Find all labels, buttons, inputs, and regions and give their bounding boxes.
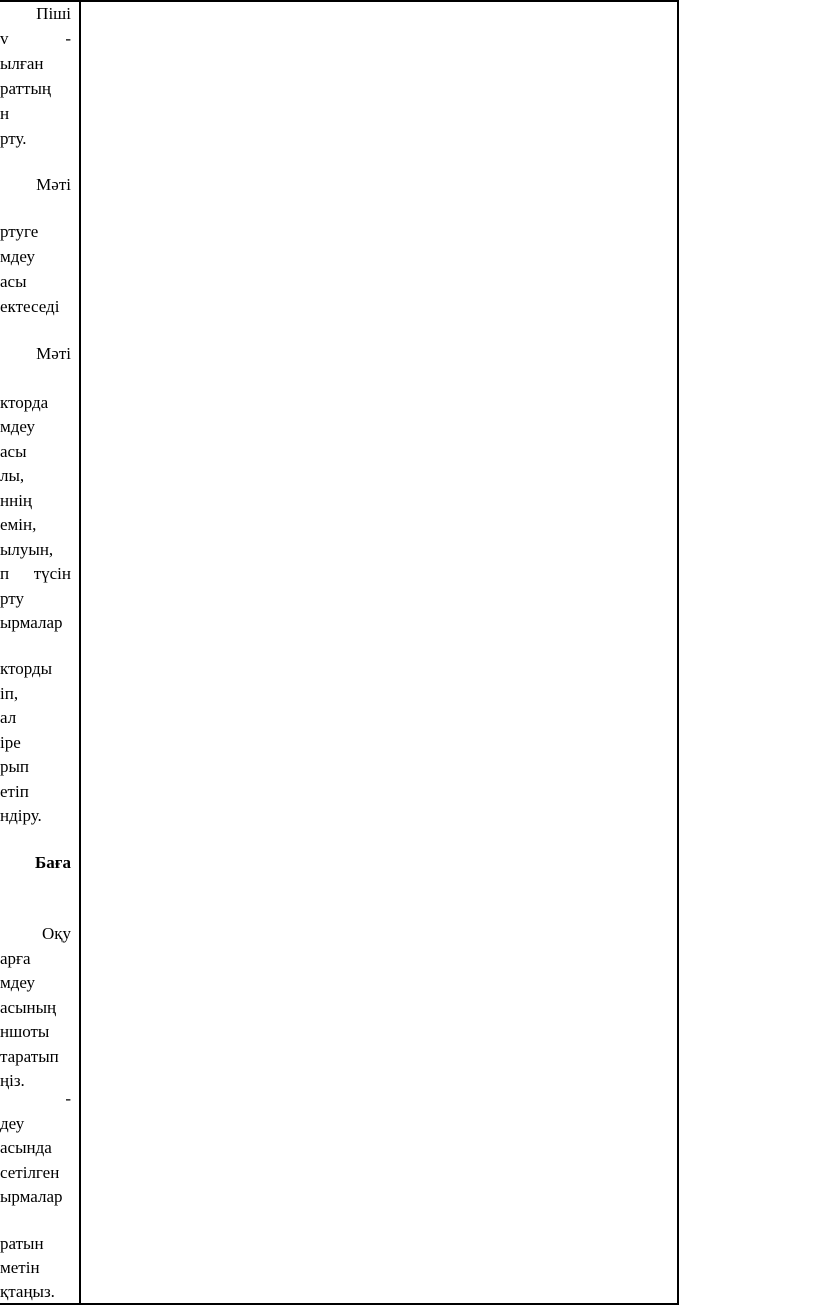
text-line: ңіз. bbox=[0, 1071, 25, 1090]
text-line: сетілген bbox=[0, 1163, 60, 1182]
text-line: ндіру. bbox=[0, 806, 42, 825]
text-line: асында bbox=[0, 1138, 52, 1157]
text-line: Піші bbox=[36, 4, 71, 23]
text-line: қтаңыз. bbox=[0, 1282, 55, 1301]
text-line: ылған bbox=[0, 54, 44, 73]
text-line: асы bbox=[0, 442, 27, 461]
text-line: емін, bbox=[0, 515, 37, 534]
text-line: Мәті bbox=[36, 344, 71, 363]
text-line: ртуге bbox=[0, 222, 39, 241]
text-line: деу bbox=[0, 1114, 25, 1133]
text-line: мдеу bbox=[0, 973, 36, 992]
text-line: асының bbox=[0, 998, 57, 1017]
text-line: v bbox=[0, 29, 9, 48]
text-line: ылуын, bbox=[0, 540, 54, 559]
text-line: рту bbox=[0, 589, 24, 608]
text-line: - bbox=[65, 29, 71, 48]
text-line: кторда bbox=[0, 393, 49, 412]
text-line: Оқу bbox=[41, 924, 71, 943]
text-line: н bbox=[0, 104, 10, 123]
text-line: етіп bbox=[0, 782, 29, 801]
text-line: мдеу bbox=[0, 247, 36, 266]
text-line: іп, bbox=[0, 684, 19, 703]
text-line: түсін bbox=[33, 564, 71, 583]
text-line: ратын bbox=[0, 1234, 44, 1253]
text-line: метін bbox=[0, 1258, 40, 1277]
text-line: ырмалар bbox=[0, 1187, 63, 1206]
text-line: п bbox=[0, 564, 10, 583]
text-line: Мәті bbox=[36, 175, 71, 194]
text-line: арға bbox=[0, 949, 31, 968]
text-line: таратып bbox=[0, 1047, 59, 1066]
left-text-column bbox=[0, 0, 81, 1305]
empty-right-cell bbox=[79, 0, 679, 1305]
text-line: ншоты bbox=[0, 1022, 50, 1041]
text-line: лы, bbox=[0, 466, 25, 485]
text-line: раттың bbox=[0, 79, 51, 98]
text-line: іре bbox=[0, 733, 21, 752]
text-line: ектеседі bbox=[0, 297, 60, 316]
text-line: асы bbox=[0, 272, 27, 291]
text-line-bold: Баға bbox=[35, 853, 71, 872]
text-line: ал bbox=[0, 708, 17, 727]
text-line: ырмалар bbox=[0, 613, 63, 632]
text-line: мдеу bbox=[0, 417, 36, 436]
text-line: рту. bbox=[0, 129, 27, 148]
text-line: рып bbox=[0, 757, 30, 776]
text-line: кторды bbox=[0, 659, 53, 678]
text-line: - bbox=[65, 1089, 71, 1108]
text-line: ннің bbox=[0, 491, 33, 510]
